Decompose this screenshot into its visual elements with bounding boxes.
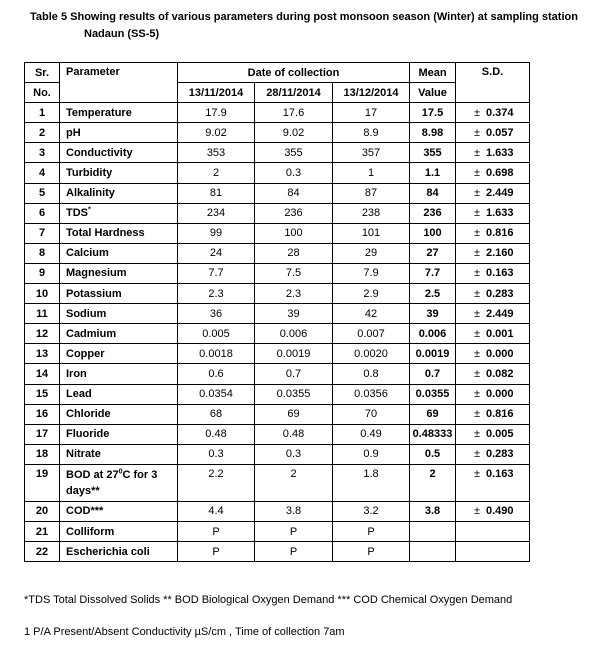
cell-date-1: 0.0018 xyxy=(178,344,255,364)
sd-value: 2.160 xyxy=(486,247,514,260)
cell-date-2: 3.8 xyxy=(255,501,333,521)
parameter-text: Conductivity xyxy=(66,146,133,159)
sd-value: 0.082 xyxy=(486,367,514,380)
cell-date-3: P xyxy=(333,521,410,541)
cell-sd xyxy=(456,542,530,562)
table-row xyxy=(25,324,530,344)
header-date-1: 13/11/2014 xyxy=(178,83,255,103)
cell-date-1: 0.005 xyxy=(178,324,255,344)
table-caption xyxy=(30,9,610,43)
plus-minus-sign: ± xyxy=(473,187,480,200)
cell-date-3: 29 xyxy=(333,243,410,263)
plus-minus-sign: ± xyxy=(473,287,480,300)
cell-date-1: 9.02 xyxy=(178,123,255,143)
cell-date-3: P xyxy=(333,542,410,562)
cell-parameter xyxy=(60,284,178,304)
table-row xyxy=(25,501,530,521)
cell-mean-value: 8.98 xyxy=(410,123,456,143)
cell-date-1: 24 xyxy=(178,243,255,263)
table-row xyxy=(25,344,530,364)
cell-date-2: 69 xyxy=(255,404,333,424)
cell-sd xyxy=(456,284,530,304)
table-row xyxy=(25,123,530,143)
table-row xyxy=(25,464,530,501)
parameter-text: Cadmium xyxy=(66,327,117,340)
cell-parameter xyxy=(60,103,178,123)
cell-date-1: 81 xyxy=(178,183,255,203)
cell-sr-no: 14 xyxy=(25,364,60,384)
cell-parameter xyxy=(60,123,178,143)
cell-parameter xyxy=(60,542,178,562)
cell-date-3: 0.0356 xyxy=(333,384,410,404)
header-value: Value xyxy=(410,83,456,103)
cell-sd xyxy=(456,243,530,263)
cell-mean-value: 0.7 xyxy=(410,364,456,384)
table-row xyxy=(25,183,530,203)
header-mean xyxy=(410,63,456,83)
cell-parameter xyxy=(60,263,178,283)
cell-parameter xyxy=(60,143,178,163)
cell-parameter xyxy=(60,501,178,521)
cell-date-1: 0.48 xyxy=(178,424,255,444)
plus-minus-sign: ± xyxy=(473,388,480,401)
cell-date-3: 0.0020 xyxy=(333,344,410,364)
cell-parameter xyxy=(60,183,178,203)
table-row xyxy=(25,103,530,123)
cell-date-3: 7.9 xyxy=(333,263,410,283)
cell-sr-no: 10 xyxy=(25,284,60,304)
cell-mean-value: 355 xyxy=(410,143,456,163)
footnote-units: 1 P/A Present/Absent Conductivity µS/cm , Time of collection 7am xyxy=(24,626,345,638)
cell-mean-value: 236 xyxy=(410,203,456,223)
cell-mean-value: 0.5 xyxy=(410,444,456,464)
cell-date-3: 2.9 xyxy=(333,284,410,304)
parameter-text-suffix: C for 3 days** xyxy=(66,468,158,497)
cell-date-3: 1 xyxy=(333,163,410,183)
cell-sr-no: 22 xyxy=(25,542,60,562)
sd-value: 0.163 xyxy=(486,467,514,480)
sd-value: 0.816 xyxy=(486,227,514,240)
cell-date-1: P xyxy=(178,542,255,562)
sd-value: 0.001 xyxy=(486,327,514,340)
cell-date-2: 2.3 xyxy=(255,284,333,304)
cell-sd xyxy=(456,203,530,223)
parameter-text: Calcium xyxy=(66,247,109,260)
cell-mean-value: 0.0019 xyxy=(410,344,456,364)
sd-value: 0.005 xyxy=(486,428,514,441)
plus-minus-sign: ± xyxy=(473,327,480,340)
sd-value: 0.816 xyxy=(486,408,514,421)
header-date-2: 28/11/2014 xyxy=(255,83,333,103)
plus-minus-sign: ± xyxy=(473,408,480,421)
parameter-text: BOD at 27 xyxy=(66,468,119,481)
sd-value: 0.283 xyxy=(486,448,514,461)
cell-date-2: 100 xyxy=(255,223,333,243)
cell-date-1: 4.4 xyxy=(178,501,255,521)
table-row xyxy=(25,521,530,541)
cell-sd xyxy=(456,344,530,364)
plus-minus-sign: ± xyxy=(473,167,480,180)
cell-date-2: P xyxy=(255,542,333,562)
cell-parameter xyxy=(60,223,178,243)
cell-date-3: 1.8 xyxy=(333,464,410,501)
parameter-text: Copper xyxy=(66,347,105,360)
cell-date-1: 99 xyxy=(178,223,255,243)
header-sr-label: Sr. xyxy=(34,66,50,79)
sd-value: 1.633 xyxy=(486,146,514,159)
cell-sr-no: 9 xyxy=(25,263,60,283)
table-row xyxy=(25,444,530,464)
cell-sd xyxy=(456,424,530,444)
cell-date-2: 0.48 xyxy=(255,424,333,444)
cell-date-2: 9.02 xyxy=(255,123,333,143)
cell-date-3: 3.2 xyxy=(333,501,410,521)
sd-value: 0.283 xyxy=(486,287,514,300)
sd-value: 0.490 xyxy=(486,505,514,518)
sd-value: 0.698 xyxy=(486,167,514,180)
cell-date-2: 84 xyxy=(255,183,333,203)
cell-sd xyxy=(456,521,530,541)
cell-sr-no: 4 xyxy=(25,163,60,183)
cell-sd xyxy=(456,501,530,521)
cell-mean-value: 0.0355 xyxy=(410,384,456,404)
cell-parameter xyxy=(60,464,178,501)
cell-parameter xyxy=(60,404,178,424)
cell-mean-value: 84 xyxy=(410,183,456,203)
table-body xyxy=(25,103,530,562)
plus-minus-sign: ± xyxy=(473,307,480,320)
cell-sr-no: 1 xyxy=(25,103,60,123)
table-row xyxy=(25,163,530,183)
parameter-text: Temperature xyxy=(66,106,132,119)
cell-date-1: 2.3 xyxy=(178,284,255,304)
cell-sd xyxy=(456,123,530,143)
cell-sr-no: 6 xyxy=(25,203,60,223)
cell-date-3: 17 xyxy=(333,103,410,123)
table-row xyxy=(25,364,530,384)
cell-date-3: 0.49 xyxy=(333,424,410,444)
cell-mean-value: 17.5 xyxy=(410,103,456,123)
header-date-of-collection: Date of collection xyxy=(178,63,410,83)
cell-date-2: 7.5 xyxy=(255,263,333,283)
cell-mean-value: 39 xyxy=(410,304,456,324)
cell-date-1: 0.0354 xyxy=(178,384,255,404)
parameter-text: Alkalinity xyxy=(66,187,115,200)
cell-date-1: 0.6 xyxy=(178,364,255,384)
cell-date-1: 7.7 xyxy=(178,263,255,283)
sd-value: 2.449 xyxy=(486,187,514,200)
parameter-text: Nitrate xyxy=(66,448,101,461)
cell-mean-value xyxy=(410,521,456,541)
caption-line-2: Nadaun (SS-5) xyxy=(84,28,160,40)
parameter-text: Fluoride xyxy=(66,428,110,441)
parameter-text: Lead xyxy=(66,388,92,401)
cell-date-2: 17.6 xyxy=(255,103,333,123)
cell-date-3: 87 xyxy=(333,183,410,203)
plus-minus-sign: ± xyxy=(473,448,480,461)
cell-date-3: 8.9 xyxy=(333,123,410,143)
plus-minus-sign: ± xyxy=(473,106,480,119)
cell-date-1: 68 xyxy=(178,404,255,424)
cell-sr-no: 2 xyxy=(25,123,60,143)
cell-date-1: 2.2 xyxy=(178,464,255,501)
cell-date-2: P xyxy=(255,521,333,541)
cell-date-3: 0.8 xyxy=(333,364,410,384)
cell-date-3: 70 xyxy=(333,404,410,424)
table-row xyxy=(25,203,530,223)
cell-sd xyxy=(456,223,530,243)
parameter-text: Colliform xyxy=(66,525,115,538)
table-row xyxy=(25,284,530,304)
cell-sd xyxy=(456,183,530,203)
header-sr xyxy=(25,63,60,83)
cell-date-2: 39 xyxy=(255,304,333,324)
cell-mean-value: 0.006 xyxy=(410,324,456,344)
cell-date-3: 0.007 xyxy=(333,324,410,344)
sd-value: 0.000 xyxy=(486,347,514,360)
plus-minus-sign: ± xyxy=(473,347,480,360)
parameter-text: Sodium xyxy=(66,307,107,320)
header-no: No. xyxy=(25,83,60,103)
cell-date-3: 238 xyxy=(333,203,410,223)
parameter-text: Total Hardness xyxy=(66,227,145,240)
cell-sr-no: 15 xyxy=(25,384,60,404)
cell-sd xyxy=(456,324,530,344)
plus-minus-sign: ± xyxy=(473,207,480,220)
header-mean-label: Mean xyxy=(418,66,447,79)
cell-sr-no: 20 xyxy=(25,501,60,521)
cell-mean-value: 100 xyxy=(410,223,456,243)
cell-sd xyxy=(456,143,530,163)
plus-minus-sign: ± xyxy=(473,126,480,139)
parameter-superscript: 0 xyxy=(118,468,123,476)
cell-date-2: 0.0355 xyxy=(255,384,333,404)
cell-sr-no: 17 xyxy=(25,424,60,444)
parameter-text: Iron xyxy=(66,367,87,380)
cell-mean-value xyxy=(410,542,456,562)
cell-mean-value: 0.48333 xyxy=(410,424,456,444)
sd-value: 0.163 xyxy=(486,267,514,280)
plus-minus-sign: ± xyxy=(473,247,480,260)
cell-parameter xyxy=(60,163,178,183)
cell-sd xyxy=(456,364,530,384)
cell-date-3: 0.9 xyxy=(333,444,410,464)
cell-date-1: 2 xyxy=(178,163,255,183)
parameter-text: COD*** xyxy=(66,505,104,518)
cell-sd xyxy=(456,464,530,501)
cell-parameter xyxy=(60,384,178,404)
cell-mean-value: 69 xyxy=(410,404,456,424)
header-date-3: 13/12/2014 xyxy=(333,83,410,103)
cell-mean-value: 2 xyxy=(410,464,456,501)
parameter-text: Escherichia coli xyxy=(66,545,150,558)
parameter-text: Turbidity xyxy=(66,167,113,180)
plus-minus-sign: ± xyxy=(473,428,480,441)
cell-parameter xyxy=(60,444,178,464)
header-sd: S.D. xyxy=(456,63,530,103)
table-row xyxy=(25,542,530,562)
plus-minus-sign: ± xyxy=(473,267,480,280)
cell-mean-value: 7.7 xyxy=(410,263,456,283)
table-row xyxy=(25,404,530,424)
plus-minus-sign: ± xyxy=(473,367,480,380)
cell-sd xyxy=(456,404,530,424)
parameter-text: Chloride xyxy=(66,408,111,421)
table-row xyxy=(25,424,530,444)
cell-parameter xyxy=(60,344,178,364)
cell-sd xyxy=(456,263,530,283)
cell-date-2: 0.3 xyxy=(255,163,333,183)
cell-date-1: 0.3 xyxy=(178,444,255,464)
cell-sd xyxy=(456,163,530,183)
parameter-text: TDS xyxy=(66,207,88,220)
cell-date-2: 2 xyxy=(255,464,333,501)
sd-value: 0.374 xyxy=(486,106,514,119)
cell-sr-no: 11 xyxy=(25,304,60,324)
cell-date-3: 42 xyxy=(333,304,410,324)
cell-sr-no: 3 xyxy=(25,143,60,163)
table-row xyxy=(25,384,530,404)
cell-sr-no: 8 xyxy=(25,243,60,263)
cell-sr-no: 5 xyxy=(25,183,60,203)
plus-minus-sign: ± xyxy=(473,467,480,480)
footnote-abbreviations: *TDS Total Dissolved Solids ** BOD Biological Oxygen Demand *** COD Chemical Oxygen Demand xyxy=(24,594,513,606)
cell-mean-value: 1.1 xyxy=(410,163,456,183)
plus-minus-sign: ± xyxy=(473,146,480,159)
caption-line-1: Table 5 Showing results of various parameters during post monsoon season (Winter) at sampling station xyxy=(30,11,578,23)
cell-parameter xyxy=(60,521,178,541)
sd-value: 2.449 xyxy=(486,307,514,320)
cell-date-2: 0.3 xyxy=(255,444,333,464)
table-header xyxy=(25,63,530,103)
cell-date-2: 0.0019 xyxy=(255,344,333,364)
header-parameter: Parameter xyxy=(60,63,178,103)
cell-sr-no: 21 xyxy=(25,521,60,541)
cell-sd xyxy=(456,444,530,464)
cell-sd xyxy=(456,103,530,123)
sd-value: 1.633 xyxy=(486,207,514,220)
cell-sr-no: 19 xyxy=(25,464,60,501)
cell-date-1: 17.9 xyxy=(178,103,255,123)
plus-minus-sign: ± xyxy=(473,505,480,518)
cell-date-1: 234 xyxy=(178,203,255,223)
cell-sd xyxy=(456,384,530,404)
cell-parameter xyxy=(60,203,178,223)
cell-date-2: 236 xyxy=(255,203,333,223)
cell-sr-no: 12 xyxy=(25,324,60,344)
cell-date-2: 355 xyxy=(255,143,333,163)
parameter-text: pH xyxy=(66,126,81,139)
cell-sr-no: 13 xyxy=(25,344,60,364)
cell-parameter xyxy=(60,243,178,263)
cell-sr-no: 18 xyxy=(25,444,60,464)
cell-sr-no: 7 xyxy=(25,223,60,243)
cell-sd xyxy=(456,304,530,324)
cell-date-2: 28 xyxy=(255,243,333,263)
table-row xyxy=(25,304,530,324)
cell-parameter xyxy=(60,324,178,344)
parameter-text: Magnesium xyxy=(66,267,127,280)
table-row xyxy=(25,263,530,283)
cell-parameter xyxy=(60,424,178,444)
cell-date-3: 101 xyxy=(333,223,410,243)
cell-date-2: 0.7 xyxy=(255,364,333,384)
cell-date-1: 36 xyxy=(178,304,255,324)
cell-parameter xyxy=(60,364,178,384)
cell-date-3: 357 xyxy=(333,143,410,163)
table-row xyxy=(25,143,530,163)
sd-value: 0.000 xyxy=(486,388,514,401)
cell-mean-value: 3.8 xyxy=(410,501,456,521)
cell-mean-value: 27 xyxy=(410,243,456,263)
parameter-superscript: * xyxy=(88,206,91,214)
cell-mean-value: 2.5 xyxy=(410,284,456,304)
cell-sr-no: 16 xyxy=(25,404,60,424)
table-row xyxy=(25,223,530,243)
cell-date-2: 0.006 xyxy=(255,324,333,344)
cell-date-1: 353 xyxy=(178,143,255,163)
sd-value: 0.057 xyxy=(486,126,514,139)
parameter-text: Potassium xyxy=(66,287,122,300)
cell-date-1: P xyxy=(178,521,255,541)
results-table xyxy=(24,62,530,562)
plus-minus-sign: ± xyxy=(473,227,480,240)
cell-parameter xyxy=(60,304,178,324)
table-row xyxy=(25,243,530,263)
